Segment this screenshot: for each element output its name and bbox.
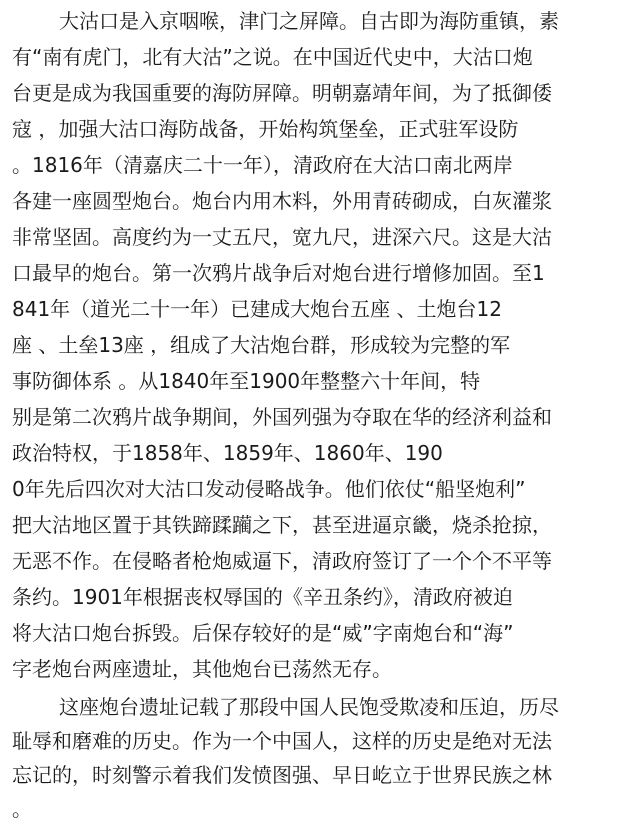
paragraph-2-line: 忘记的，时刻警示着我们发愤图强、早日屹立于世界民族之林 xyxy=(12,763,552,787)
paragraph-1-line: 别是第二次鸦片战争期间，外国列强为夺取在华的经济利益和 xyxy=(12,405,552,429)
paragraph-2-line: 耻辱和磨难的历史。作为一个中国人，这样的历史是绝对无法 xyxy=(12,729,552,753)
paragraph-1-line: 大沽口是入京咽喉，津门之屏障。自古即为海防重镇，素 xyxy=(59,9,559,33)
paragraph-1-line: 无恶不作。在侵略者枪炮威逼下，清政府签订了一个个不平等 xyxy=(12,549,552,573)
paragraph-1-line: 把大沽地区置于其铁蹄蹂躏之下，甚至进逼京畿，烧杀抢掠， xyxy=(12,513,552,537)
paragraph-1-line: 寇 ，加强大沽口海防战备，开始构筑堡垒，正式驻军设防 xyxy=(12,117,519,141)
paragraph-1-line: 将大沽口炮台拆毁。后保存较好的是“威”字南炮台和“海” xyxy=(12,621,514,645)
paragraph-1-line: 非常坚固。高度约为一丈五尺，宽九尺，进深六尺。这是大沽 xyxy=(12,225,552,249)
paragraph-1-line: 条约。1901年根据丧权辱国的《辛丑条约》，清政府被迫 xyxy=(12,585,513,609)
paragraph-1-line: 。1816年（清嘉庆二十一年），清政府在大沽口南北两岸 xyxy=(12,153,513,177)
paragraph-1-line: 字老炮台两座遗址，其他炮台已荡然无存。 xyxy=(12,657,392,681)
paragraph-1-line: 口最早的炮台。第一次鸦片战争后对炮台进行增修加固。至1 xyxy=(12,261,545,285)
paragraph-1-line: 事防御体系 。从1840年至1900年整整六十年间，特 xyxy=(12,369,481,393)
paragraph-1-line: 有“南有虎门，北有大沽”之说。在中国近代史中，大沽口炮 xyxy=(12,45,533,69)
paragraph-1-line: 座 、土垒13座 ，组成了大沽炮台群，形成较为完整的军 xyxy=(12,333,511,357)
paragraph-2-line: 。 xyxy=(12,797,32,821)
paragraph-1-line: 0年先后四次对大沽口发动侵略战争。他们依仗“船坚炮利” xyxy=(12,477,526,501)
paragraph-1-line: 各建一座圆型炮台。炮台内用木料，外用青砖砌成，白灰灌浆 xyxy=(12,189,552,213)
paragraph-1-line: 841年（道光二十一年）已建成大炮台五座 、土炮台12 xyxy=(12,297,502,321)
paragraph-1-line: 台更是成为我国重要的海防屏障。明朝嘉靖年间，为了抵御倭 xyxy=(12,81,552,105)
paragraph-1-line: 政治特权，于1858年、1859年、1860年、190 xyxy=(12,441,443,465)
paragraph-2-line: 这座炮台遗址记载了那段中国人民饱受欺凌和压迫，历尽 xyxy=(59,695,559,719)
